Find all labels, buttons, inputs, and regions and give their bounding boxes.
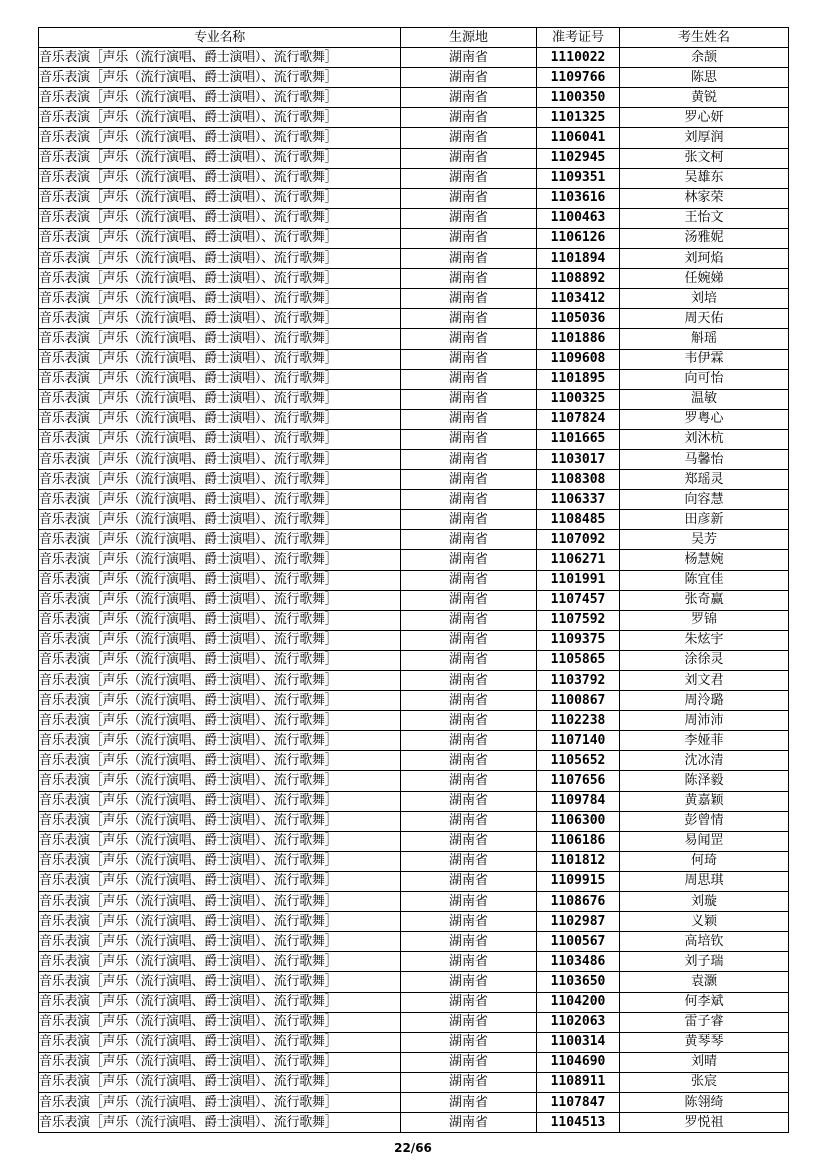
exam-number-cell: 1103486 [537,952,620,972]
student-name-cell: 张文柯 [620,148,789,168]
exam-number-cell: 1107847 [537,1092,620,1112]
table-row [39,751,789,771]
exam-number-cell: 1108892 [537,269,620,289]
table-row [39,309,789,329]
student-name-cell: 张宸 [620,1072,789,1092]
exam-number-cell: 1109784 [537,791,620,811]
exam-number-cell: 1100314 [537,1032,620,1052]
major-cell: 音乐表演［声乐（流行演唱、爵士演唱）、流行歌舞］ [39,68,401,88]
table-row [39,1032,789,1052]
table-row [39,851,789,871]
exam-number-cell: 1103017 [537,449,620,469]
table-row [39,228,789,248]
province-cell: 湖南省 [401,409,537,429]
student-name-cell: 温敏 [620,389,789,409]
table-row [39,570,789,590]
province-cell: 湖南省 [401,851,537,871]
province-cell: 湖南省 [401,188,537,208]
student-name-cell: 刘文君 [620,671,789,691]
major-cell: 音乐表演［声乐（流行演唱、爵士演唱）、流行歌舞］ [39,791,401,811]
exam-number-cell: 1104200 [537,992,620,1012]
student-name-cell: 林家荣 [620,188,789,208]
province-cell: 湖南省 [401,470,537,490]
exam-number-cell: 1107824 [537,409,620,429]
major-cell: 音乐表演［声乐（流行演唱、爵士演唱）、流行歌舞］ [39,570,401,590]
table-header-row [39,28,789,48]
column-header-student-name: 考生姓名 [620,28,789,48]
province-cell: 湖南省 [401,490,537,510]
exam-number-cell: 1110022 [537,48,620,68]
table-row [39,932,789,952]
student-name-cell: 余颉 [620,48,789,68]
table-row [39,952,789,972]
major-cell: 音乐表演［声乐（流行演唱、爵士演唱）、流行歌舞］ [39,851,401,871]
table-row [39,289,789,309]
province-cell: 湖南省 [401,148,537,168]
student-name-cell: 周泠璐 [620,691,789,711]
exam-number-cell: 1101665 [537,429,620,449]
exam-number-cell: 1102945 [537,148,620,168]
exam-number-cell: 1106126 [537,228,620,248]
province-cell: 湖南省 [401,952,537,972]
student-name-cell: 罗粤心 [620,409,789,429]
province-cell: 湖南省 [401,68,537,88]
exam-number-cell: 1107092 [537,530,620,550]
student-name-cell: 刘培 [620,289,789,309]
table-row [39,530,789,550]
province-cell: 湖南省 [401,671,537,691]
table-row [39,1052,789,1072]
table-row [39,510,789,530]
major-cell: 音乐表演［声乐（流行演唱、爵士演唱）、流行歌舞］ [39,249,401,269]
student-name-cell: 袁灏 [620,972,789,992]
student-name-cell: 陈泽毅 [620,771,789,791]
province-cell: 湖南省 [401,992,537,1012]
province-cell: 湖南省 [401,1012,537,1032]
major-cell: 音乐表演［声乐（流行演唱、爵士演唱）、流行歌舞］ [39,188,401,208]
student-name-cell: 罗锦 [620,610,789,630]
table-row [39,349,789,369]
exam-number-cell: 1103650 [537,972,620,992]
student-name-cell: 陈翎绮 [620,1092,789,1112]
exam-number-cell: 1103792 [537,671,620,691]
student-name-cell: 黄嘉颖 [620,791,789,811]
column-header-province: 生源地 [401,28,537,48]
major-cell: 音乐表演［声乐（流行演唱、爵士演唱）、流行歌舞］ [39,1092,401,1112]
province-cell: 湖南省 [401,329,537,349]
province-cell: 湖南省 [401,811,537,831]
student-name-cell: 彭曾情 [620,811,789,831]
exam-number-cell: 1105036 [537,309,620,329]
province-cell: 湖南省 [401,610,537,630]
student-name-cell: 刘珂焰 [620,249,789,269]
table-row [39,610,789,630]
student-name-cell: 朱炫宇 [620,630,789,650]
table-row [39,892,789,912]
major-cell: 音乐表演［声乐（流行演唱、爵士演唱）、流行歌舞］ [39,409,401,429]
province-cell: 湖南省 [401,249,537,269]
province-cell: 湖南省 [401,1032,537,1052]
major-cell: 音乐表演［声乐（流行演唱、爵士演唱）、流行歌舞］ [39,671,401,691]
province-cell: 湖南省 [401,369,537,389]
table-row [39,108,789,128]
major-cell: 音乐表演［声乐（流行演唱、爵士演唱）、流行歌舞］ [39,751,401,771]
exam-number-cell: 1100463 [537,208,620,228]
major-cell: 音乐表演［声乐（流行演唱、爵士演唱）、流行歌舞］ [39,811,401,831]
province-cell: 湖南省 [401,1113,537,1133]
table-row [39,992,789,1012]
major-cell: 音乐表演［声乐（流行演唱、爵士演唱）、流行歌舞］ [39,831,401,851]
province-cell: 湖南省 [401,791,537,811]
major-cell: 音乐表演［声乐（流行演唱、爵士演唱）、流行歌舞］ [39,389,401,409]
exam-number-cell: 1109915 [537,871,620,891]
student-name-cell: 黄锐 [620,88,789,108]
province-cell: 湖南省 [401,892,537,912]
exam-number-cell: 1109351 [537,168,620,188]
major-cell: 音乐表演［声乐（流行演唱、爵士演唱）、流行歌舞］ [39,88,401,108]
exam-number-cell: 1105652 [537,751,620,771]
column-header-major: 专业名称 [39,28,401,48]
major-cell: 音乐表演［声乐（流行演唱、爵士演唱）、流行歌舞］ [39,912,401,932]
province-cell: 湖南省 [401,88,537,108]
table-row [39,329,789,349]
major-cell: 音乐表演［声乐（流行演唱、爵士演唱）、流行歌舞］ [39,650,401,670]
student-name-cell: 向容慧 [620,490,789,510]
table-row [39,1092,789,1112]
exam-number-cell: 1101325 [537,108,620,128]
province-cell: 湖南省 [401,1092,537,1112]
table-row [39,771,789,791]
table-row [39,369,789,389]
major-cell: 音乐表演［声乐（流行演唱、爵士演唱）、流行歌舞］ [39,470,401,490]
table-row [39,188,789,208]
province-cell: 湖南省 [401,168,537,188]
student-name-cell: 王怡文 [620,208,789,228]
exam-number-cell: 1109375 [537,630,620,650]
student-name-cell: 马馨怡 [620,449,789,469]
student-name-cell: 韦伊霖 [620,349,789,369]
exam-number-cell: 1102238 [537,711,620,731]
exam-number-cell: 1101812 [537,851,620,871]
province-cell: 湖南省 [401,108,537,128]
student-name-cell: 周天佑 [620,309,789,329]
exam-number-cell: 1106300 [537,811,620,831]
exam-number-cell: 1101894 [537,249,620,269]
table-row [39,449,789,469]
major-cell: 音乐表演［声乐（流行演唱、爵士演唱）、流行歌舞］ [39,1032,401,1052]
exam-number-cell: 1107457 [537,590,620,610]
admission-list-table [38,27,789,1133]
student-name-cell: 吴芳 [620,530,789,550]
table-row [39,148,789,168]
student-name-cell: 高培钦 [620,932,789,952]
province-cell: 湖南省 [401,691,537,711]
major-cell: 音乐表演［声乐（流行演唱、爵士演唱）、流行歌舞］ [39,309,401,329]
major-cell: 音乐表演［声乐（流行演唱、爵士演唱）、流行歌舞］ [39,610,401,630]
major-cell: 音乐表演［声乐（流行演唱、爵士演唱）、流行歌舞］ [39,128,401,148]
student-name-cell: 任婉娣 [620,269,789,289]
province-cell: 湖南省 [401,630,537,650]
major-cell: 音乐表演［声乐（流行演唱、爵士演唱）、流行歌舞］ [39,329,401,349]
exam-number-cell: 1107140 [537,731,620,751]
province-cell: 湖南省 [401,228,537,248]
page-number: 22/66 [394,1141,432,1155]
student-name-cell: 周思琪 [620,871,789,891]
table-row [39,791,789,811]
student-name-cell: 何琦 [620,851,789,871]
province-cell: 湖南省 [401,932,537,952]
table-row [39,650,789,670]
student-name-cell: 刘璇 [620,892,789,912]
major-cell: 音乐表演［声乐（流行演唱、爵士演唱）、流行歌舞］ [39,1052,401,1072]
table-row [39,249,789,269]
student-name-cell: 义颖 [620,912,789,932]
student-name-cell: 罗悦祖 [620,1113,789,1133]
province-cell: 湖南省 [401,650,537,670]
province-cell: 湖南省 [401,590,537,610]
major-cell: 音乐表演［声乐（流行演唱、爵士演唱）、流行歌舞］ [39,1113,401,1133]
major-cell: 音乐表演［声乐（流行演唱、爵士演唱）、流行歌舞］ [39,1072,401,1092]
major-cell: 音乐表演［声乐（流行演唱、爵士演唱）、流行歌舞］ [39,932,401,952]
table-row [39,409,789,429]
table-row [39,48,789,68]
province-cell: 湖南省 [401,711,537,731]
table-row [39,208,789,228]
table-row [39,711,789,731]
table-row [39,671,789,691]
exam-number-cell: 1102063 [537,1012,620,1032]
province-cell: 湖南省 [401,429,537,449]
student-name-cell: 汤雅妮 [620,228,789,248]
student-name-cell: 张奇赢 [620,590,789,610]
exam-number-cell: 1101886 [537,329,620,349]
major-cell: 音乐表演［声乐（流行演唱、爵士演唱）、流行歌舞］ [39,691,401,711]
exam-number-cell: 1109766 [537,68,620,88]
student-name-cell: 何李斌 [620,992,789,1012]
exam-number-cell: 1103616 [537,188,620,208]
exam-number-cell: 1108308 [537,470,620,490]
exam-number-cell: 1106271 [537,550,620,570]
major-cell: 音乐表演［声乐（流行演唱、爵士演唱）、流行歌舞］ [39,972,401,992]
major-cell: 音乐表演［声乐（流行演唱、爵士演唱）、流行歌舞］ [39,490,401,510]
major-cell: 音乐表演［声乐（流行演唱、爵士演唱）、流行歌舞］ [39,731,401,751]
table-row [39,88,789,108]
table-row [39,630,789,650]
province-cell: 湖南省 [401,751,537,771]
table-row [39,269,789,289]
exam-number-cell: 1108676 [537,892,620,912]
major-cell: 音乐表演［声乐（流行演唱、爵士演唱）、流行歌舞］ [39,892,401,912]
student-name-cell: 李娅菲 [620,731,789,751]
province-cell: 湖南省 [401,972,537,992]
student-name-cell: 郑瑶灵 [620,470,789,490]
student-name-cell: 刘子瑞 [620,952,789,972]
student-name-cell: 刘晴 [620,1052,789,1072]
major-cell: 音乐表演［声乐（流行演唱、爵士演唱）、流行歌舞］ [39,550,401,570]
column-header-exam-number: 准考证号 [537,28,620,48]
student-name-cell: 刘厚润 [620,128,789,148]
student-name-cell: 杨慧婉 [620,550,789,570]
province-cell: 湖南省 [401,550,537,570]
province-cell: 湖南省 [401,128,537,148]
table-row [39,590,789,610]
major-cell: 音乐表演［声乐（流行演唱、爵士演唱）、流行歌舞］ [39,510,401,530]
student-name-cell: 陈思 [620,68,789,88]
province-cell: 湖南省 [401,208,537,228]
major-cell: 音乐表演［声乐（流行演唱、爵士演唱）、流行歌舞］ [39,992,401,1012]
exam-number-cell: 1103412 [537,289,620,309]
major-cell: 音乐表演［声乐（流行演唱、爵士演唱）、流行歌舞］ [39,530,401,550]
province-cell: 湖南省 [401,389,537,409]
major-cell: 音乐表演［声乐（流行演唱、爵士演唱）、流行歌舞］ [39,429,401,449]
major-cell: 音乐表演［声乐（流行演唱、爵士演唱）、流行歌舞］ [39,289,401,309]
student-name-cell: 向可怡 [620,369,789,389]
table-row [39,1072,789,1092]
province-cell: 湖南省 [401,771,537,791]
major-cell: 音乐表演［声乐（流行演唱、爵士演唱）、流行歌舞］ [39,349,401,369]
student-name-cell: 雷子睿 [620,1012,789,1032]
exam-number-cell: 1108485 [537,510,620,530]
major-cell: 音乐表演［声乐（流行演唱、爵士演唱）、流行歌舞］ [39,1012,401,1032]
exam-number-cell: 1104690 [537,1052,620,1072]
table-row [39,550,789,570]
student-name-cell: 罗心妍 [620,108,789,128]
province-cell: 湖南省 [401,449,537,469]
exam-number-cell: 1100325 [537,389,620,409]
province-cell: 湖南省 [401,289,537,309]
table-row [39,1113,789,1133]
student-name-cell: 斛瑶 [620,329,789,349]
exam-number-cell: 1101991 [537,570,620,590]
table-row [39,831,789,851]
province-cell: 湖南省 [401,912,537,932]
major-cell: 音乐表演［声乐（流行演唱、爵士演唱）、流行歌舞］ [39,168,401,188]
student-name-cell: 陈宜佳 [620,570,789,590]
exam-number-cell: 1107656 [537,771,620,791]
student-name-cell: 涂徐灵 [620,650,789,670]
table-row [39,429,789,449]
province-cell: 湖南省 [401,831,537,851]
province-cell: 湖南省 [401,1072,537,1092]
table-row [39,1012,789,1032]
major-cell: 音乐表演［声乐（流行演唱、爵士演唱）、流行歌舞］ [39,711,401,731]
major-cell: 音乐表演［声乐（流行演唱、爵士演唱）、流行歌舞］ [39,269,401,289]
exam-number-cell: 1100867 [537,691,620,711]
student-name-cell: 沈冰清 [620,751,789,771]
exam-number-cell: 1106186 [537,831,620,851]
major-cell: 音乐表演［声乐（流行演唱、爵士演唱）、流行歌舞］ [39,771,401,791]
major-cell: 音乐表演［声乐（流行演唱、爵士演唱）、流行歌舞］ [39,449,401,469]
exam-number-cell: 1107592 [537,610,620,630]
student-name-cell: 易闻罡 [620,831,789,851]
major-cell: 音乐表演［声乐（流行演唱、爵士演唱）、流行歌舞］ [39,952,401,972]
table-row [39,389,789,409]
table-row [39,128,789,148]
major-cell: 音乐表演［声乐（流行演唱、爵士演唱）、流行歌舞］ [39,228,401,248]
province-cell: 湖南省 [401,871,537,891]
table-row [39,912,789,932]
exam-number-cell: 1105865 [537,650,620,670]
exam-number-cell: 1100567 [537,932,620,952]
table-row [39,871,789,891]
student-name-cell: 周沛沛 [620,711,789,731]
exam-number-cell: 1100350 [537,88,620,108]
exam-number-cell: 1109608 [537,349,620,369]
province-cell: 湖南省 [401,1052,537,1072]
table-row [39,972,789,992]
table-row [39,811,789,831]
table-row [39,68,789,88]
major-cell: 音乐表演［声乐（流行演唱、爵士演唱）、流行歌舞］ [39,48,401,68]
student-name-cell: 吴雄东 [620,168,789,188]
exam-number-cell: 1106337 [537,490,620,510]
exam-number-cell: 1101895 [537,369,620,389]
province-cell: 湖南省 [401,530,537,550]
province-cell: 湖南省 [401,570,537,590]
major-cell: 音乐表演［声乐（流行演唱、爵士演唱）、流行歌舞］ [39,590,401,610]
exam-number-cell: 1102987 [537,912,620,932]
province-cell: 湖南省 [401,349,537,369]
major-cell: 音乐表演［声乐（流行演唱、爵士演唱）、流行歌舞］ [39,208,401,228]
table-row [39,470,789,490]
exam-number-cell: 1106041 [537,128,620,148]
table-row [39,731,789,751]
major-cell: 音乐表演［声乐（流行演唱、爵士演唱）、流行歌舞］ [39,871,401,891]
student-name-cell: 黄琴琴 [620,1032,789,1052]
province-cell: 湖南省 [401,269,537,289]
exam-number-cell: 1108911 [537,1072,620,1092]
major-cell: 音乐表演［声乐（流行演唱、爵士演唱）、流行歌舞］ [39,108,401,128]
province-cell: 湖南省 [401,731,537,751]
major-cell: 音乐表演［声乐（流行演唱、爵士演唱）、流行歌舞］ [39,148,401,168]
student-name-cell: 刘沐杭 [620,429,789,449]
exam-number-cell: 1104513 [537,1113,620,1133]
province-cell: 湖南省 [401,48,537,68]
table-row [39,691,789,711]
province-cell: 湖南省 [401,510,537,530]
student-name-cell: 田彦新 [620,510,789,530]
province-cell: 湖南省 [401,309,537,329]
table-row [39,490,789,510]
major-cell: 音乐表演［声乐（流行演唱、爵士演唱）、流行歌舞］ [39,369,401,389]
major-cell: 音乐表演［声乐（流行演唱、爵士演唱）、流行歌舞］ [39,630,401,650]
table-body [39,48,789,1133]
table-row [39,168,789,188]
